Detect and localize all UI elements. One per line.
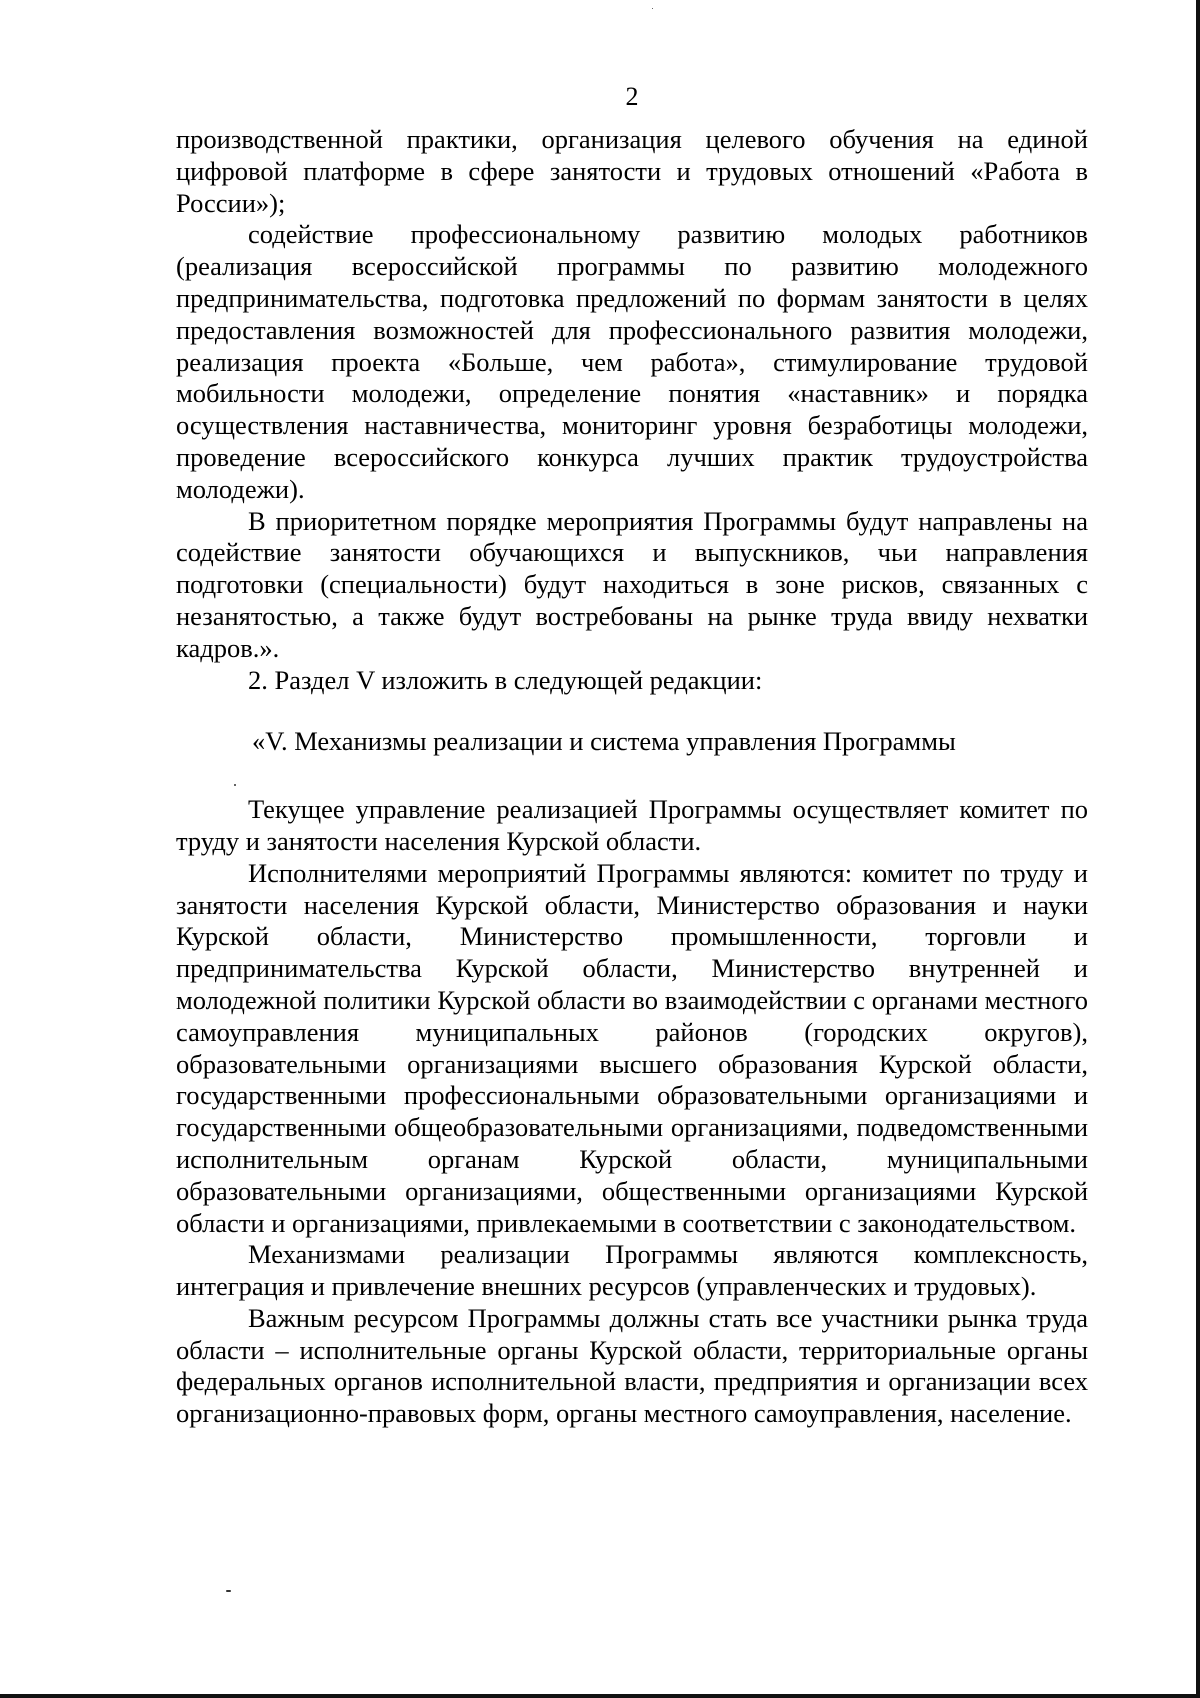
paragraph: Механизмами реализации Программы являются комплексность, интеграция и привлечение внешних ресурсов (управленческих и трудовых).: [176, 1239, 1088, 1302]
paragraph-continuation: производственной практики, организация целевого обучения на единой цифровой платформе в сфере занятости и трудовых отношений «Работа в России»);: [176, 124, 1088, 218]
section-heading: «V. Механизмы реализации и система управления Программы: [252, 726, 956, 757]
document-body: [176, 124, 1088, 1430]
paragraph: содействие профессиональному развитию молодых работников (реализация всероссийской программы по развитию молодежного предпринимательства, подготовка предложений по формам занятости в целях предоставления возможностей для профессионального развития молодежи, реализация проекта «Больше, чем работа», стимулирование трудовой мобильности молодежи, определение понятия «наставник» и порядка осуществления наставничества, мониторинг уровня безработицы молодежи, проведение всероссийского конкурса лучших практик трудоустройства молодежи).: [176, 219, 1088, 504]
scan-edge-right: [1196, 0, 1200, 1698]
paragraph: Исполнителями мероприятий Программы являются: комитет по труду и занятости населения Курской области, Министерство образования и науки Курской области, Министерство промышленности, торговли и предпринимательства Курской области, Министерство внутренней и молодежной политики Курской области во взаимодействии с органами местного самоуправления муниципальных районов (городских округов), образовательными организациями высшего образования Курской области, государственными профессиональными образовательными организациями и государственными общеобразовательными организациями, подведомственными исполнительным органам Курской области, муниципальными образовательными организациями, общественными организациями Курской области и организациями, привлекаемыми в соответствии с законодательством.: [176, 857, 1088, 1238]
paragraph: Важным ресурсом Программы должны стать все участники рынка труда области – исполнительные органы Курской области, территориальные органы федеральных органов исполнительной власти, предприятия и организации всех организационно-правовых форм, органы местного самоуправления, население.: [176, 1302, 1088, 1429]
scan-speck: [652, 8, 653, 9]
scan-speck: [226, 1590, 231, 1592]
scan-speck: [234, 784, 236, 786]
paragraph-amendment-item: 2. Раздел V изложить в следующей редакции:: [248, 664, 763, 695]
paragraph: Текущее управление реализацией Программы осуществляет комитет по труду и занятости населения Курской области.: [176, 794, 1088, 856]
paragraph: В приоритетном порядке мероприятия Программы будут направлены на содействие занятости обучающихся и выпускников, чьи направления подготовки (специальности) будут находиться в зоне рисков, связанных с незанятостью, а также будут востребованы на рынке труда ввиду нехватки кадров.».: [176, 505, 1088, 663]
page-number: 2: [625, 82, 639, 111]
scan-edge-bottom: [0, 1694, 1200, 1698]
